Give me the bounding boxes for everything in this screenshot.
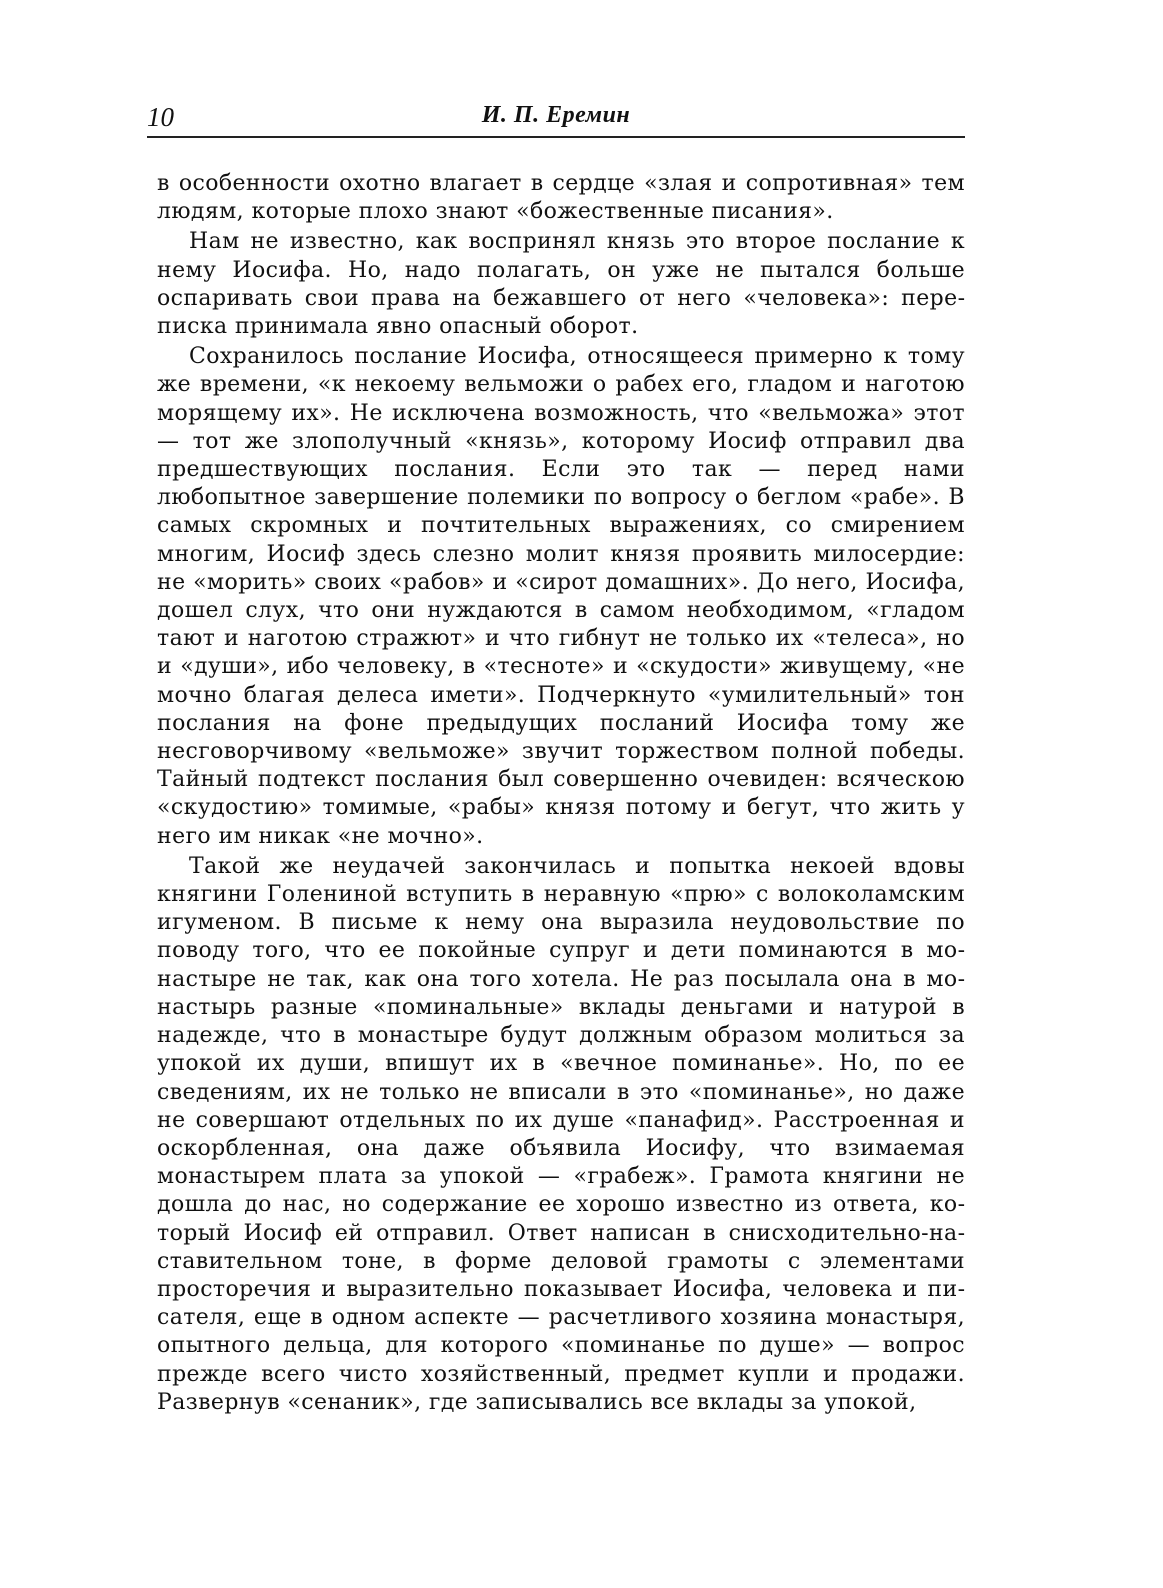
paragraph-2: Нам не известно, как воспринял князь это второе послание к нему Иосифа. Но, надо полагать, он уже не пытался больше оспаривать свои права на бежавшего от него «человека»: переписка принимала явно опасный оборот.	[157, 229, 965, 340]
page-header	[147, 100, 965, 138]
paragraph-4: Такой же неудачей закончилась и попытка некоей вдовы княгини Голениной вступить в неравную «прю» с волоколамским игуменом. В письме к нему она выразила неудовольствие по поводу того, что ее покойные супруг и дети поминаются в монастыре не так, как она того хотела. Не раз посылала она в монастырь разные «поминальные» вклады деньгами и натурой в надежде, что в монастыре будут должным образом молиться за упокой их души, впишут их в «вечное поминанье». Но, по ее сведениям, их не только не вписали в это «поминанье», но даже не совершают отдельных по их душе «панафид». Расстроенная и оскорбленная, она даже объявила Иосифу, что взимаемая монастырем плата за упокой — «грабеж». Грамота княгини не дошла до нас, но содержание ее хорошо известно из ответа, который Иосиф ей отправил. Ответ написан в снисходительно-наставительном тоне, в форме деловой грамоты с элементами просторечия и выразительно показывает Иосифа, человека и писателя, еще в одном аспекте — расчетливого хозяина монастыря, опытного дельца, для которого «поминанье по душе» — вопрос прежде всего чисто хозяйственный, предмет купли и продажи. Развернув «сенаник», где записывались все вклады за упокой,	[157, 853, 965, 1415]
page-number: 10	[147, 102, 174, 132]
running-title: И. П. Еремин	[481, 102, 631, 128]
paragraph-3: Сохранилось послание Иосифа, относящееся примерно к тому же времени, «к некоему вельможи о рабех его, гладом и наготою морящему их». Не исключена возможность, что «вельможа» этот — тот же злополучный «князь», которому Иосиф отправил два предшествующих послания. Если это так — перед нами любопытное завершение полемики по вопросу о беглом «рабе». В самых скромных и почтительных выражениях, со смирением многим, Иосиф здесь слезно молит князя проявить милосердие: не «морить» своих «рабов» и «сирот домашних». До него, Иосифа, дошел слух, что они нуждаются в самом необходимом, «гладом тают и наготою стражют» и что гибнут не только их «телеса», но и «души», ибо человеку, в «тесноте» и «скудости» живущему, «не мочно благая делеса имети». Подчеркнуто «умилительный» тон послания на фоне предыдущих посланий Иосифа тому же несговорчивому «вельможе» звучит торжеством полной победы. Тайный подтекст послания был совершенно очевиден: всяческою «скудостию» томимые, «рабы» князя потому и бегут, что жить у него им никак «не мочно».	[157, 344, 965, 849]
paragraph-1: в особенности охотно влагает в сердце «злая и сопротивная» тем людям, которые плохо знают «божественные писания».	[157, 171, 965, 225]
body-text	[157, 170, 965, 1419]
